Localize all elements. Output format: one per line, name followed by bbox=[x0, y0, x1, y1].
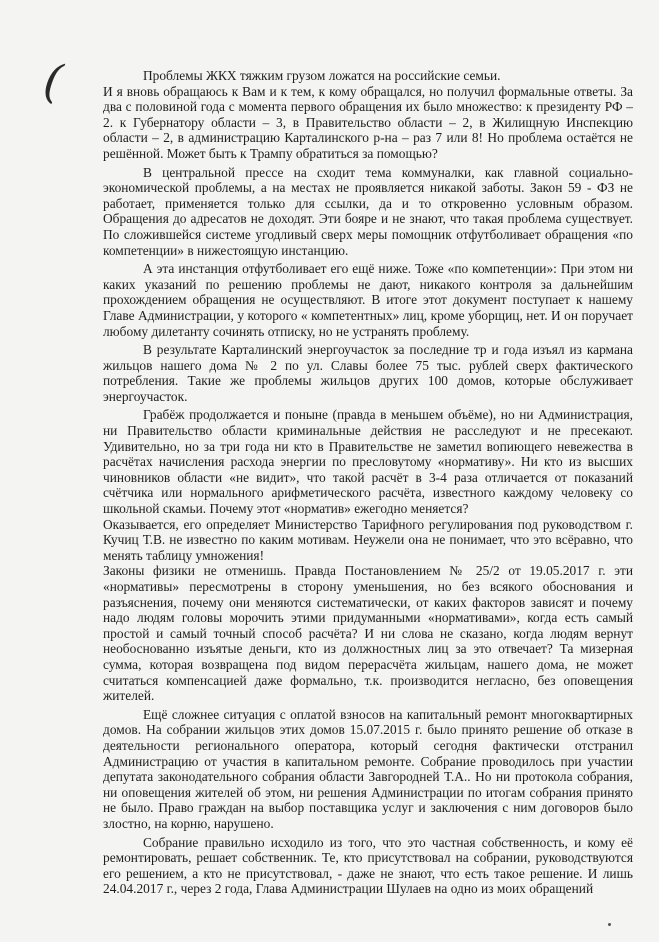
paragraph: Законы физики не отменишь. Правда Постановлением № 25/2 от 19.05.2017 г. эти «нормативы» пересмотрены в сторону уменьшения, но без всякого обоснования и разъяснения, почему они меняются систематически, от каких факторов зависят и почему надо людям головы морочить этими придуманными «нормативами», когда есть самый простой и самый точный способ расчёта? И ни слова не сказано, когда людям вернут необоснованно изъятые деньги, кто из должностных лиц за это отвечает? Та мизерная сумма, которая возвращена под видом перерасчёта жильцам, нашего дома, не может считаться компенсацией даже формально, т.к. производится негласно, без оповещения жителей. bbox=[103, 563, 633, 704]
paragraph: В результате Карталинский энергоучасток за последние тр и года изъял из кармана жильцов нашего дома № 2 по ул. Славы более 75 тыс. рублей сверх фактического потребления. Такие же проблемы жильцов других 100 домов, которые обслуживает энергоучасток. bbox=[103, 342, 633, 404]
paragraph-heading: Проблемы ЖКХ тяжким грузом ложатся на российские семьи. bbox=[143, 68, 501, 83]
paragraph: Собрание правильно исходило из того, что это частная собственность, и кому её ремонтировать, решает собственник. Те, кто присутствовал на собрании, руководствуются его решением, а кто не присутствовал, - даже не знают, что есть такое решение. И лишь 24.04.2017 г., через 2 года, Глава Администрации Шулаев на одно из моих обращений bbox=[103, 834, 633, 897]
paragraph: Грабёж продолжается и поныне (правда в меньшем объёме), но ни Администрация, ни Правительство области криминальные действия не расследуют и не пресекают. Удивительно, но за три года ни кто в Правительстве не заметил вопиющего невежества в расчётах начисления расхода энергии по пресловутому «нормативу». Ни кто из высших чиновников области «не видит», что такой расчёт в 3-4 раза отличается от показаний счётчика или нормального арифметического расчёта, известного каждому человеку со школьной скамьи. Почему этот «норматив» ежегодно меняется? bbox=[103, 407, 633, 517]
handwritten-margin-mark: ( bbox=[40, 53, 66, 109]
paragraph: В центральной прессе на сходит тема коммуналки, как главной социально-экономической проблемы, а на местах не проявляется никакой заботы. Закон 59 - ФЗ не работает, применяется только для ссылки, да и то откровенно условным образом. Обращения до адресатов не доходят. Эти бояре и не знают, что такая проблема существует. По сложившейся системе угодливый сверх меры помощник отфутболивает обращения «по компетенции» в нижестоящую инстанцию. bbox=[103, 164, 633, 258]
letter-body bbox=[103, 68, 633, 897]
paragraph: А эта инстанция отфутболивает его ещё ниже. Тоже «по компетенции»: При этом ни каких указаний по решению проблемы не дают, никакого контроля за дальнейшим прохождением обращения не осуществляют. В итоге этот документ поступает к нашему Главе Администрации, у которого « компетентных» лиц, кроме уборщиц, нет. И он поручает любому дилетанту сочинять отписку, но не устранять проблему. bbox=[103, 261, 633, 339]
paragraph: И я вновь обращаюсь к Вам и к тем, к кому обращался, но получил формальные ответы. За два с половиной года с момента первого обращения их было множество: к президенту РФ – 2. к Губернатору области – 3, в Правительство области – 2, в Жилищную Инспекцию области – 2, в администрацию Карталинского р-на – раз 7 или 8! Но проблема остаётся не решённой. Может быть к Трампу обратиться за помощью? bbox=[103, 83, 633, 161]
paragraph: Ещё сложнее ситуация с оплатой взносов на капитальный ремонт многоквартирных домов. На собрании жильцов этих домов 15.07.2015 г. было принято решение об отказе в деятельности регионального оператора, который сегодня фактически отстранил Администрацию от участия в капитальном ремонте. Собрание проводилось при участии депутата законодательного собрания области Завгородней Т.А.. Но ни протокола собрания, ни оповещения жителей об этом, ни решения Администрации по итогам собрания принято не было. Право граждан на выбор поставщика услуг и заключения с ним договоров было злостно, на корню, нарушено. bbox=[103, 706, 633, 831]
scan-speck bbox=[608, 923, 611, 926]
paragraph: Оказывается, его определяет Министерство Тарифного регулирования под руководством г. Кучиц Т.В. не известно по каким мотивам. Неужели она не понимает, что это всёравно, что менять таблицу умножения! bbox=[103, 516, 633, 563]
